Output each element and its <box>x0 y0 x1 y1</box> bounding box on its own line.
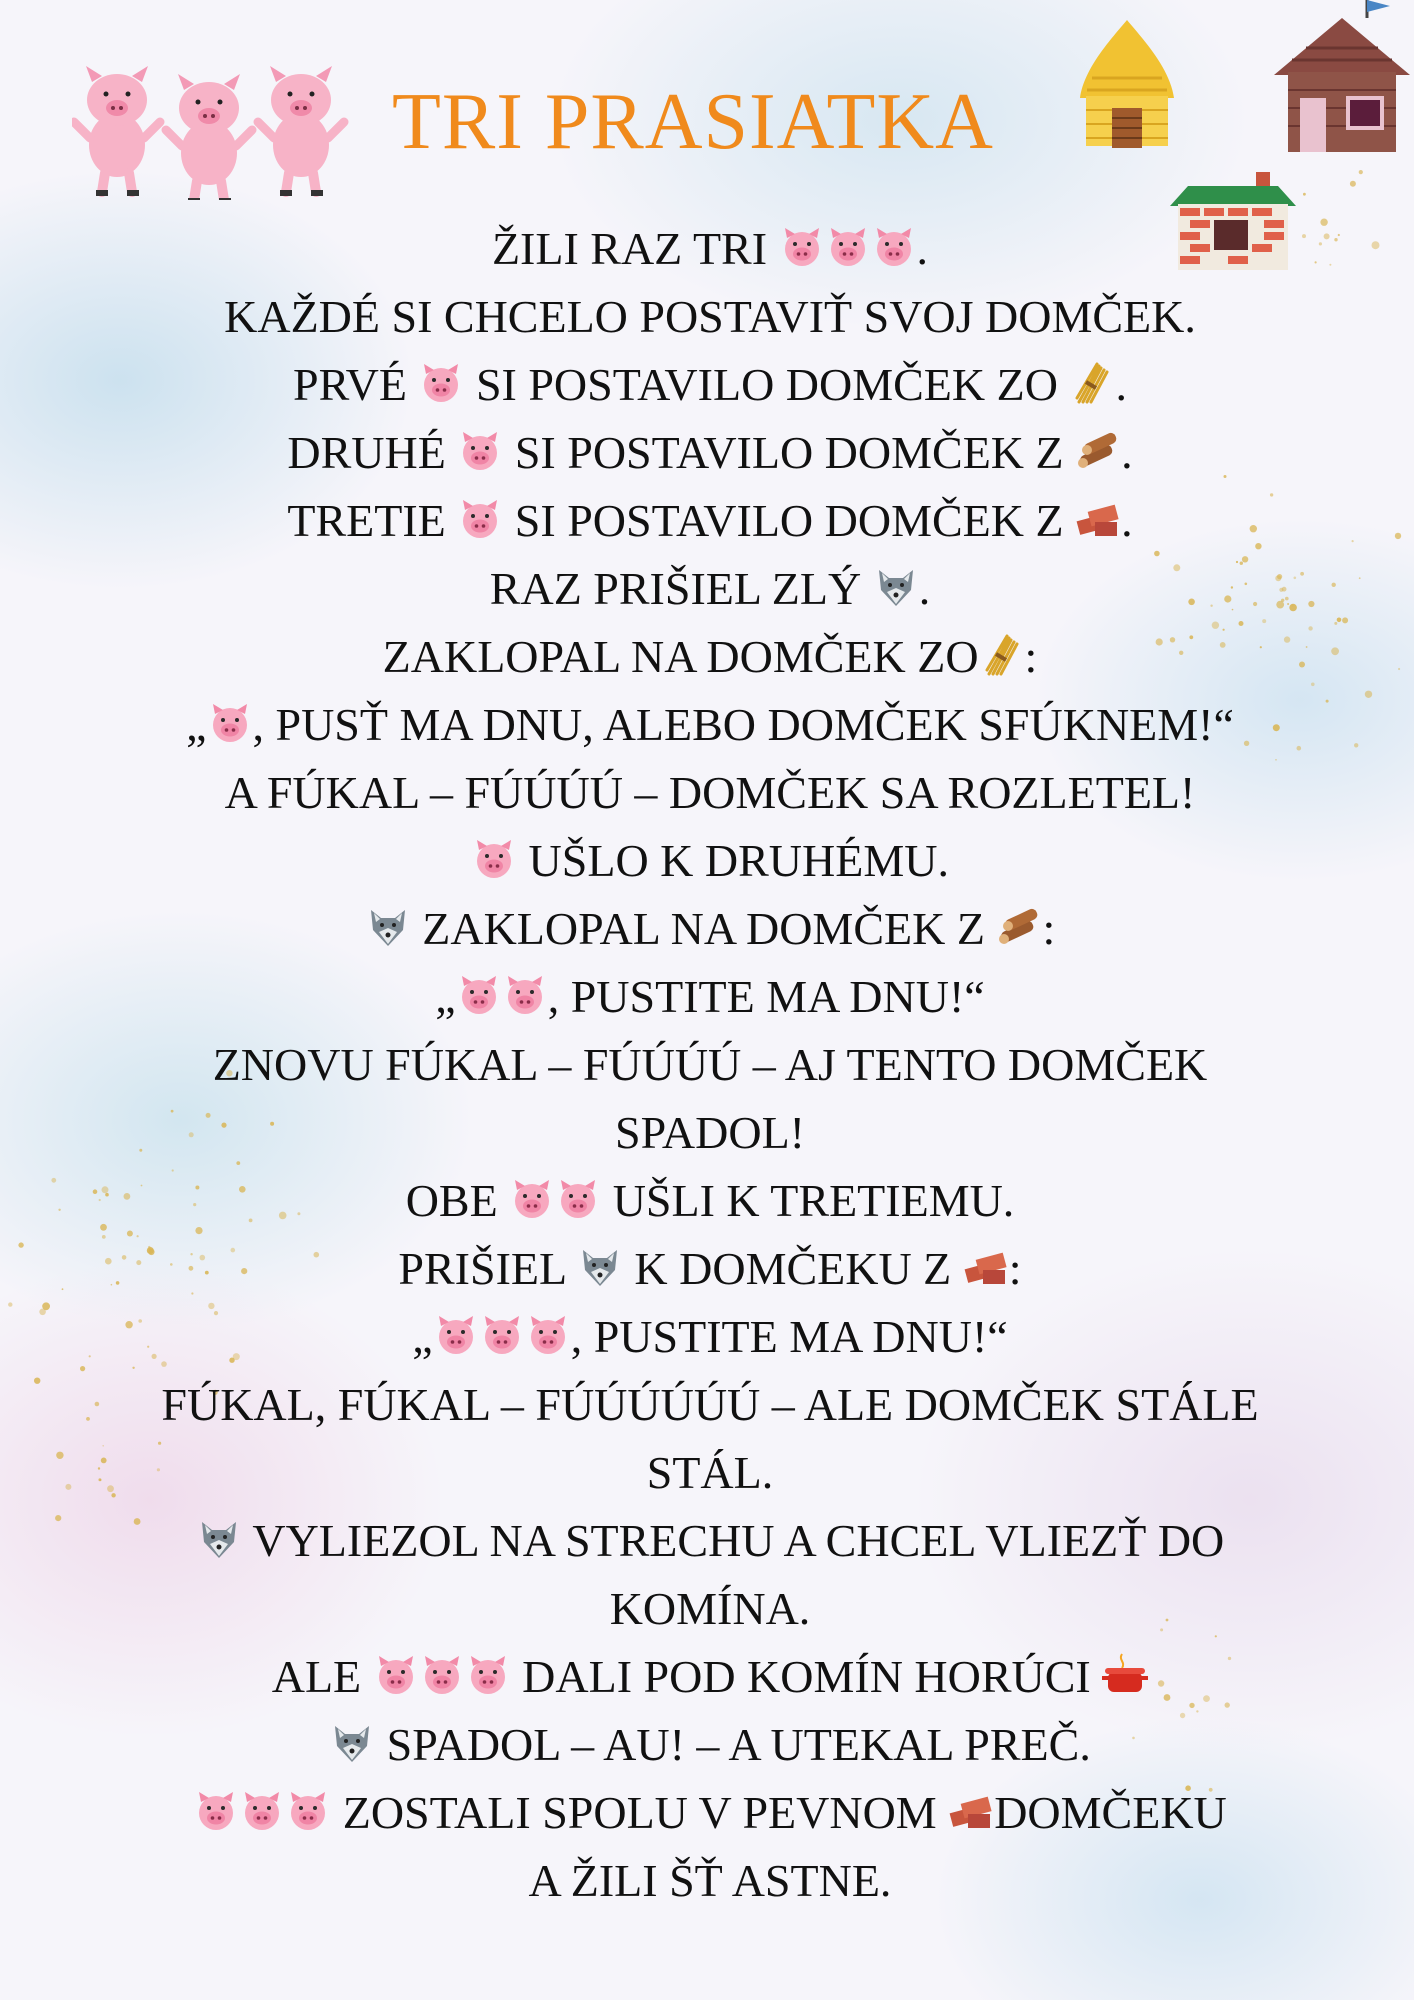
pig-face-icon <box>509 1176 555 1222</box>
story-text-segment: UŠLO K DRUHÉMU. <box>517 835 949 886</box>
pig-face-icon <box>456 972 502 1018</box>
bricks-icon <box>963 1244 1009 1290</box>
story-text-segment: A FÚKAL – FÚÚÚÚ – DOMČEK SA ROZLETEL! <box>224 767 1196 818</box>
story-text-segment: STÁL. <box>646 1447 774 1498</box>
story-line <box>60 1371 1360 1439</box>
bricks-icon <box>1075 496 1121 542</box>
pig-face-icon <box>193 1788 239 1834</box>
wolf-face-icon <box>365 904 411 950</box>
story-line <box>60 1099 1360 1167</box>
story-line <box>60 1235 1360 1303</box>
wood-logs-icon <box>1075 428 1121 474</box>
story-text-segment: A ŽILI ŠŤ ASTNE. <box>528 1855 892 1906</box>
story-text-segment: . <box>1121 495 1133 546</box>
story-text-segment: KOMÍNA. <box>609 1583 811 1634</box>
story-line <box>60 1303 1360 1371</box>
glitter-dot <box>18 1242 23 1247</box>
story-line <box>60 1031 1360 1099</box>
story-text-segment: , PUSTITE MA DNU!“ <box>570 1311 1008 1362</box>
pig-face-icon <box>239 1788 285 1834</box>
story-text-segment: UŠLI K TRETIEMU. <box>601 1175 1015 1226</box>
story-line <box>60 215 1360 283</box>
glitter-dot <box>1359 170 1363 174</box>
pig-face-icon <box>207 700 253 746</box>
three-pigs-illustration <box>72 60 372 200</box>
straw-house-illustration <box>1072 18 1182 153</box>
story-line <box>60 1507 1360 1575</box>
glitter-dot <box>39 1309 46 1316</box>
pig-face-icon <box>555 1176 601 1222</box>
wood-logs-icon <box>996 904 1042 950</box>
story-line <box>60 827 1360 895</box>
story-text-segment: DRUHÉ <box>287 427 458 478</box>
story-text-segment: ZNOVU FÚKAL – FÚÚÚÚ – AJ TENTO DOMČEK <box>212 1039 1208 1090</box>
story-text-segment: OBE <box>405 1175 510 1226</box>
story-text-segment: K DOMČEKU Z <box>622 1243 963 1294</box>
story-line <box>60 419 1360 487</box>
pig-face-icon <box>418 360 464 406</box>
story-text-segment: SPADOL! <box>614 1107 806 1158</box>
story-text-segment: , PUSTITE MA DNU!“ <box>547 971 985 1022</box>
pig-face-icon <box>433 1312 479 1358</box>
story-text-segment: : <box>1042 903 1056 954</box>
pig-face-icon <box>779 224 825 270</box>
story-text-segment: ZAKLOPAL NA DOMČEK ZO <box>382 631 979 682</box>
story-line <box>60 1643 1360 1711</box>
story-text-segment: „ <box>186 699 207 750</box>
glitter-dot <box>1365 691 1372 698</box>
story-text-segment: ZAKLOPAL NA DOMČEK Z <box>410 903 997 954</box>
story-line <box>60 1575 1360 1643</box>
story-text-segment: SI POSTAVILO DOMČEK Z <box>503 495 1076 546</box>
glitter-dot <box>34 1378 40 1384</box>
pig-face-icon <box>825 224 871 270</box>
wolf-face-icon <box>873 564 919 610</box>
story-text-segment: DALI POD KOMÍN HORÚCI <box>510 1651 1103 1702</box>
story-line <box>60 487 1360 555</box>
pig-face-icon <box>457 496 503 542</box>
story-text-segment: FÚKAL, FÚKAL – FÚÚÚÚÚÚ – ALE DOMČEK STÁLE <box>161 1379 1259 1430</box>
pig-face-icon <box>502 972 548 1018</box>
pig-face-icon <box>871 224 917 270</box>
pig-face-icon <box>465 1652 511 1698</box>
straw-bundle-icon <box>979 632 1025 678</box>
story-text-segment: , PUSŤ MA DNU, ALEBO DOMČEK SFÚKNEM!“ <box>252 699 1234 750</box>
pig-face-icon <box>419 1652 465 1698</box>
pig-face-icon <box>471 836 517 882</box>
story-text-segment: TRETIE <box>287 495 458 546</box>
wolf-face-icon <box>329 1720 375 1766</box>
story-text-segment: „ <box>412 1311 433 1362</box>
straw-bundle-icon <box>1069 360 1115 406</box>
story-text-segment: . <box>1121 427 1133 478</box>
story-line <box>60 691 1360 759</box>
story-text-segment: : <box>1024 631 1038 682</box>
story-text-segment: VYLIEZOL NA STRECHU A CHCEL VLIEZŤ DO <box>241 1515 1225 1566</box>
glitter-dot <box>1303 193 1306 196</box>
story-text-segment: RAZ PRIŠIEL ZLÝ <box>489 563 873 614</box>
cooking-pot-icon <box>1102 1652 1148 1698</box>
story-line <box>60 963 1360 1031</box>
pig-face-icon <box>525 1312 571 1358</box>
glitter-dot <box>1398 668 1400 670</box>
story-line <box>60 1847 1360 1915</box>
story-line <box>60 759 1360 827</box>
glitter-dot <box>51 1178 56 1183</box>
page-title: TRI PRASIATKA <box>392 78 994 166</box>
story-line <box>60 555 1360 623</box>
story-line <box>60 351 1360 419</box>
story-line <box>60 283 1360 351</box>
story-line <box>60 623 1360 691</box>
story-text-segment: SI POSTAVILO DOMČEK Z <box>503 427 1076 478</box>
glitter-dot <box>1350 181 1356 187</box>
story-text-segment: PRVÉ <box>293 359 419 410</box>
pig-face-icon <box>285 1788 331 1834</box>
glitter-dot <box>1395 533 1401 539</box>
story-line <box>60 1439 1360 1507</box>
story-text-segment: : <box>1008 1243 1022 1294</box>
story-line <box>60 1711 1360 1779</box>
story-text-segment: „ <box>435 971 456 1022</box>
pig-face-icon <box>479 1312 525 1358</box>
story-text-segment: . <box>918 563 931 614</box>
pig-face-icon <box>373 1652 419 1698</box>
story-text-segment: . <box>1115 359 1127 410</box>
glitter-dot <box>1372 241 1380 249</box>
story-text-segment: ZOSTALI SPOLU V PEVNOM <box>331 1787 949 1838</box>
story-text-segment: ALE <box>271 1651 373 1702</box>
story-line <box>60 1167 1360 1235</box>
story-text-segment: DOMČEKU <box>994 1787 1227 1838</box>
wooden-house-illustration <box>1272 0 1412 160</box>
story-line <box>60 1779 1360 1847</box>
wolf-face-icon <box>196 1516 242 1562</box>
glitter-dot <box>8 1302 12 1306</box>
pig-face-icon <box>457 428 503 474</box>
story-text-segment: KAŽDÉ SI CHCELO POSTAVIŤ SVOJ DOMČEK. <box>224 291 1196 342</box>
story-text-segment: SI POSTAVILO DOMČEK ZO <box>464 359 1070 410</box>
wolf-face-icon <box>577 1244 623 1290</box>
story-text-segment: ŽILI RAZ TRI <box>491 223 779 274</box>
story-text-segment: PRIŠIEL <box>398 1243 577 1294</box>
story-text-segment: . <box>916 223 929 274</box>
bricks-icon <box>948 1788 994 1834</box>
story-line <box>60 895 1360 963</box>
story-text-segment: SPADOL – AU! – A UTEKAL PREČ. <box>375 1719 1091 1770</box>
story-text <box>60 215 1360 1915</box>
